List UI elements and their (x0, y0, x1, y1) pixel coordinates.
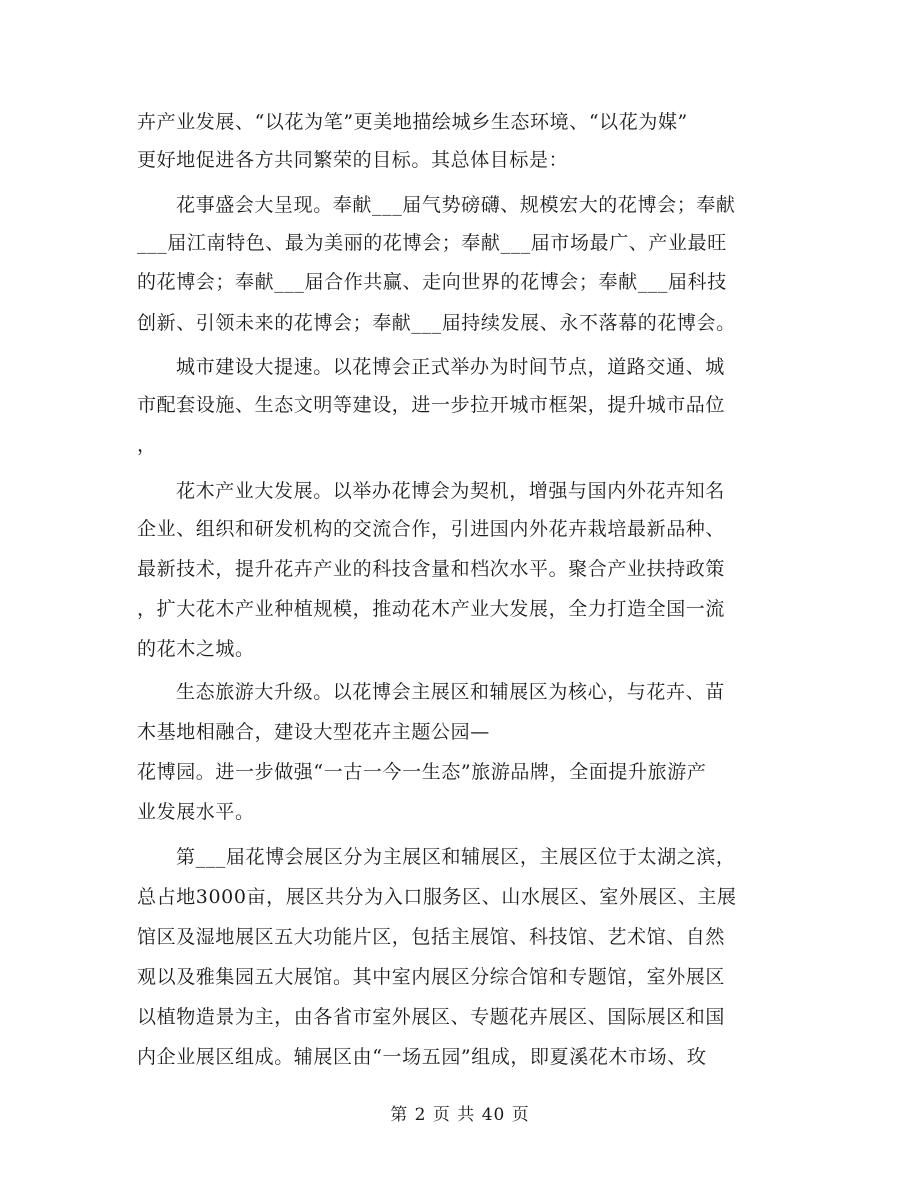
text-line: ，扩大花木产业种植规模，推动花木产业大发展，全力打造全国一流 (137, 598, 726, 620)
text-line: 的花博会；奉献___届合作共赢、走向世界的花博会；奉献___届科技 (137, 271, 727, 293)
text-line: 的花木之城。 (137, 638, 255, 660)
text-line: 市配套设施、生态文明等建设，进一步拉开城市框架，提升城市品位 (137, 394, 726, 416)
text-line: 卉产业发展、“以花为笔”更美地描绘城乡生态环境、“以花为媒” (137, 111, 688, 133)
text-line: 内企业展区组成。辅展区由“一场五园”组成，即夏溪花木市场、玫 (137, 1046, 707, 1068)
text-line: 花木产业大发展。以举办花博会为契机，增强与国内外花卉知名 (176, 480, 725, 502)
text-line: ， (137, 434, 157, 456)
page-number-footer: 第 2 页 共 40 页 (390, 1105, 530, 1125)
text-line: 最新技术，提升花卉产业的科技含量和档次水平。聚合产业扶持政策 (137, 558, 726, 580)
text-line: 以植物造景为主，由各省市室外展区、专题花卉展区、国际展区和国 (137, 1006, 726, 1028)
text-line: 花事盛会大呈现。奉献___届气势磅礴、规模宏大的花博会；奉献 (176, 194, 736, 216)
text-line: 木基地相融合，建设大型花卉主题公园— (137, 721, 490, 743)
text-line: 馆区及湿地展区五大功能片区，包括主展馆、科技馆、艺术馆、自然 (137, 926, 726, 948)
text-line: 花博园。进一步做强“一古一今一生态”旅游品牌，全面提升旅游产 (137, 761, 707, 783)
text-line: ___届江南特色、最为美丽的花博会；奉献___届市场最广、产业最旺 (137, 232, 727, 254)
text-line: 观以及雅集园五大展馆。其中室内展区分综合馆和专题馆，室外展区 (137, 966, 726, 988)
text-line: 城市建设大提速。以花博会正式举办为时间节点，道路交通、城 (176, 356, 725, 378)
text-line: 第___届花博会展区分为主展区和辅展区，主展区位于太湖之滨， (176, 846, 736, 868)
text-line: 创新、引领未来的花博会；奉献___届持续发展、永不落幕的花博会。 (137, 312, 736, 334)
text-line: 生态旅游大升级。以花博会主展区和辅展区为核心，与花卉、苗 (176, 681, 725, 703)
text-line: 企业、组织和研发机构的交流合作，引进国内外花卉栽培最新品种、 (137, 518, 726, 540)
text-line: 总占地3000亩，展区共分为入口服务区、山水展区、室外展区、主展 (137, 886, 737, 908)
text-line: 业发展水平。 (137, 801, 255, 823)
text-line: 更好地促进各方共同繁荣的目标。其总体目标是： (137, 149, 569, 171)
